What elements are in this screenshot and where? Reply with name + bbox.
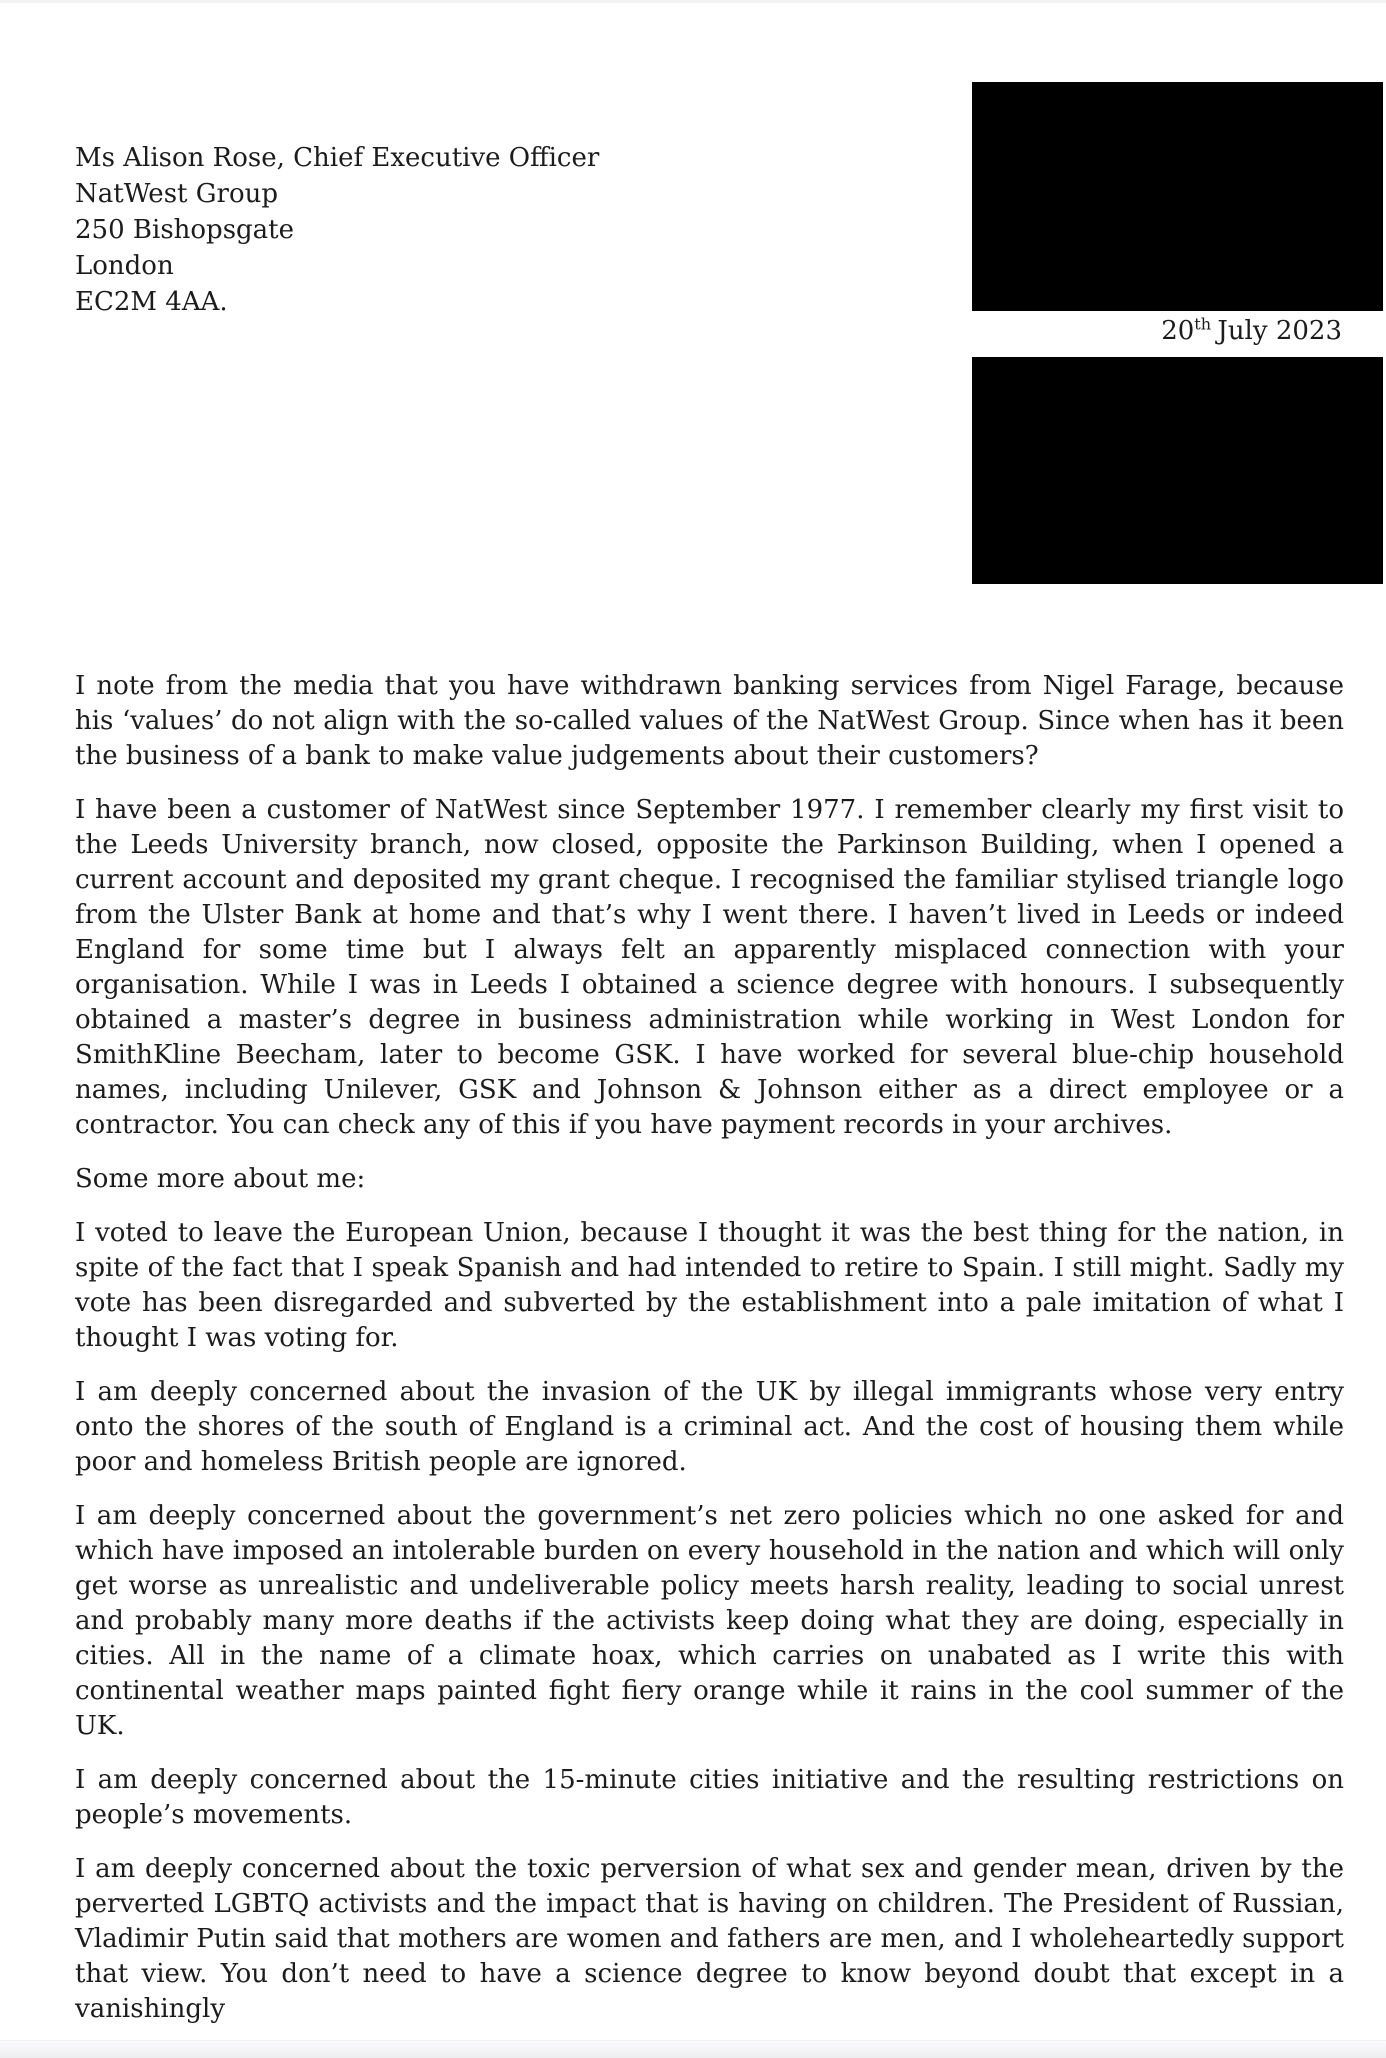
recipient-address-line: London (75, 251, 174, 281)
recipient-address-line: 250 Bishopsgate (75, 215, 295, 245)
redaction-box-top (972, 82, 1383, 311)
body-paragraph: I am deeply concerned about the 15-minute cities initiative and the resulting restrictions on people’s movements. (75, 1765, 1344, 1830)
recipient-address-block (75, 140, 599, 320)
redaction-box-lower (972, 357, 1383, 584)
body-paragraph: I have been a customer of NatWest since September 1977. I remember clearly my first visit to the Leeds University branch, now closed, opposite the Parkinson Building, when I opened a current account and deposited my grant cheque. I recognised the familiar stylised triangle logo from the Ulster Bank at home and that’s why I went there. I haven’t lived in Leeds or indeed England for some time but I always felt an apparently misplaced connection with your organisation. While I was in Leeds I obtained a science degree with honours. I subsequently obtained a master’s degree in business administration while working in West London for SmithKline Beecham, later to become GSK. I have worked for several blue-chip household names, including Unilever, GSK and Johnson & Johnson either as a direct employee or a contractor. You can check any of this if you have payment records in your archives. (75, 795, 1344, 1140)
recipient-address-line: EC2M 4AA. (75, 287, 228, 317)
body-paragraph: I am deeply concerned about the toxic perversion of what sex and gender mean, driven by the perverted LGBTQ activists and the impact that is having on children. The President of Russian, Vladimir Putin said that mothers are women and fathers are men, and I wholeheartedly support that view. You don’t need to have a science degree to know beyond doubt that except in a vanishingly (75, 1854, 1344, 2024)
date-ordinal-suffix: th (1194, 314, 1212, 334)
letter-date (1161, 313, 1342, 349)
body-paragraph: I am deeply concerned about the government’s net zero policies which no one asked for and which have imposed an intolerable burden on every household in the nation and which will only get worse as unrealistic and undeliverable policy meets harsh reality, leading to social unrest and probably many more deaths if the activists keep doing what they are doing, especially in cities. All in the name of a climate hoax, which carries on unabated as I write this with continental weather maps painted fight fiery orange while it rains in the cool summer of the UK. (75, 1501, 1344, 1741)
body-paragraph: Some more about me: (75, 1164, 366, 1194)
body-paragraph: I voted to leave the European Union, because I thought it was the best thing for the nation, in spite of the fact that I speak Spanish and had intended to retire to Spain. I still might. Sadly my vote has been disregarded and subverted by the establishment into a pale imitation of what I thought I was voting for. (75, 1218, 1344, 1353)
letter-body (75, 669, 1344, 2046)
date-month-year: July 2023 (1217, 316, 1342, 346)
recipient-address-line: NatWest Group (75, 179, 278, 209)
date-day: 20 (1161, 316, 1195, 346)
body-paragraph: I note from the media that you have withdrawn banking services from Nigel Farage, because his ‘values’ do not align with the so-called values of the NatWest Group. Since when has it been the business of a bank to make value judgements about their customers? (75, 671, 1344, 771)
page-top-border (0, 0, 1386, 3)
body-paragraph: I am deeply concerned about the invasion of the UK by illegal immigrants whose very entry onto the shores of the south of England is a criminal act. And the cost of housing them while poor and homeless British people are ignored. (75, 1377, 1344, 1477)
recipient-address-line: Ms Alison Rose, Chief Executive Officer (75, 143, 600, 173)
page-bottom-strip (0, 2040, 1386, 2058)
